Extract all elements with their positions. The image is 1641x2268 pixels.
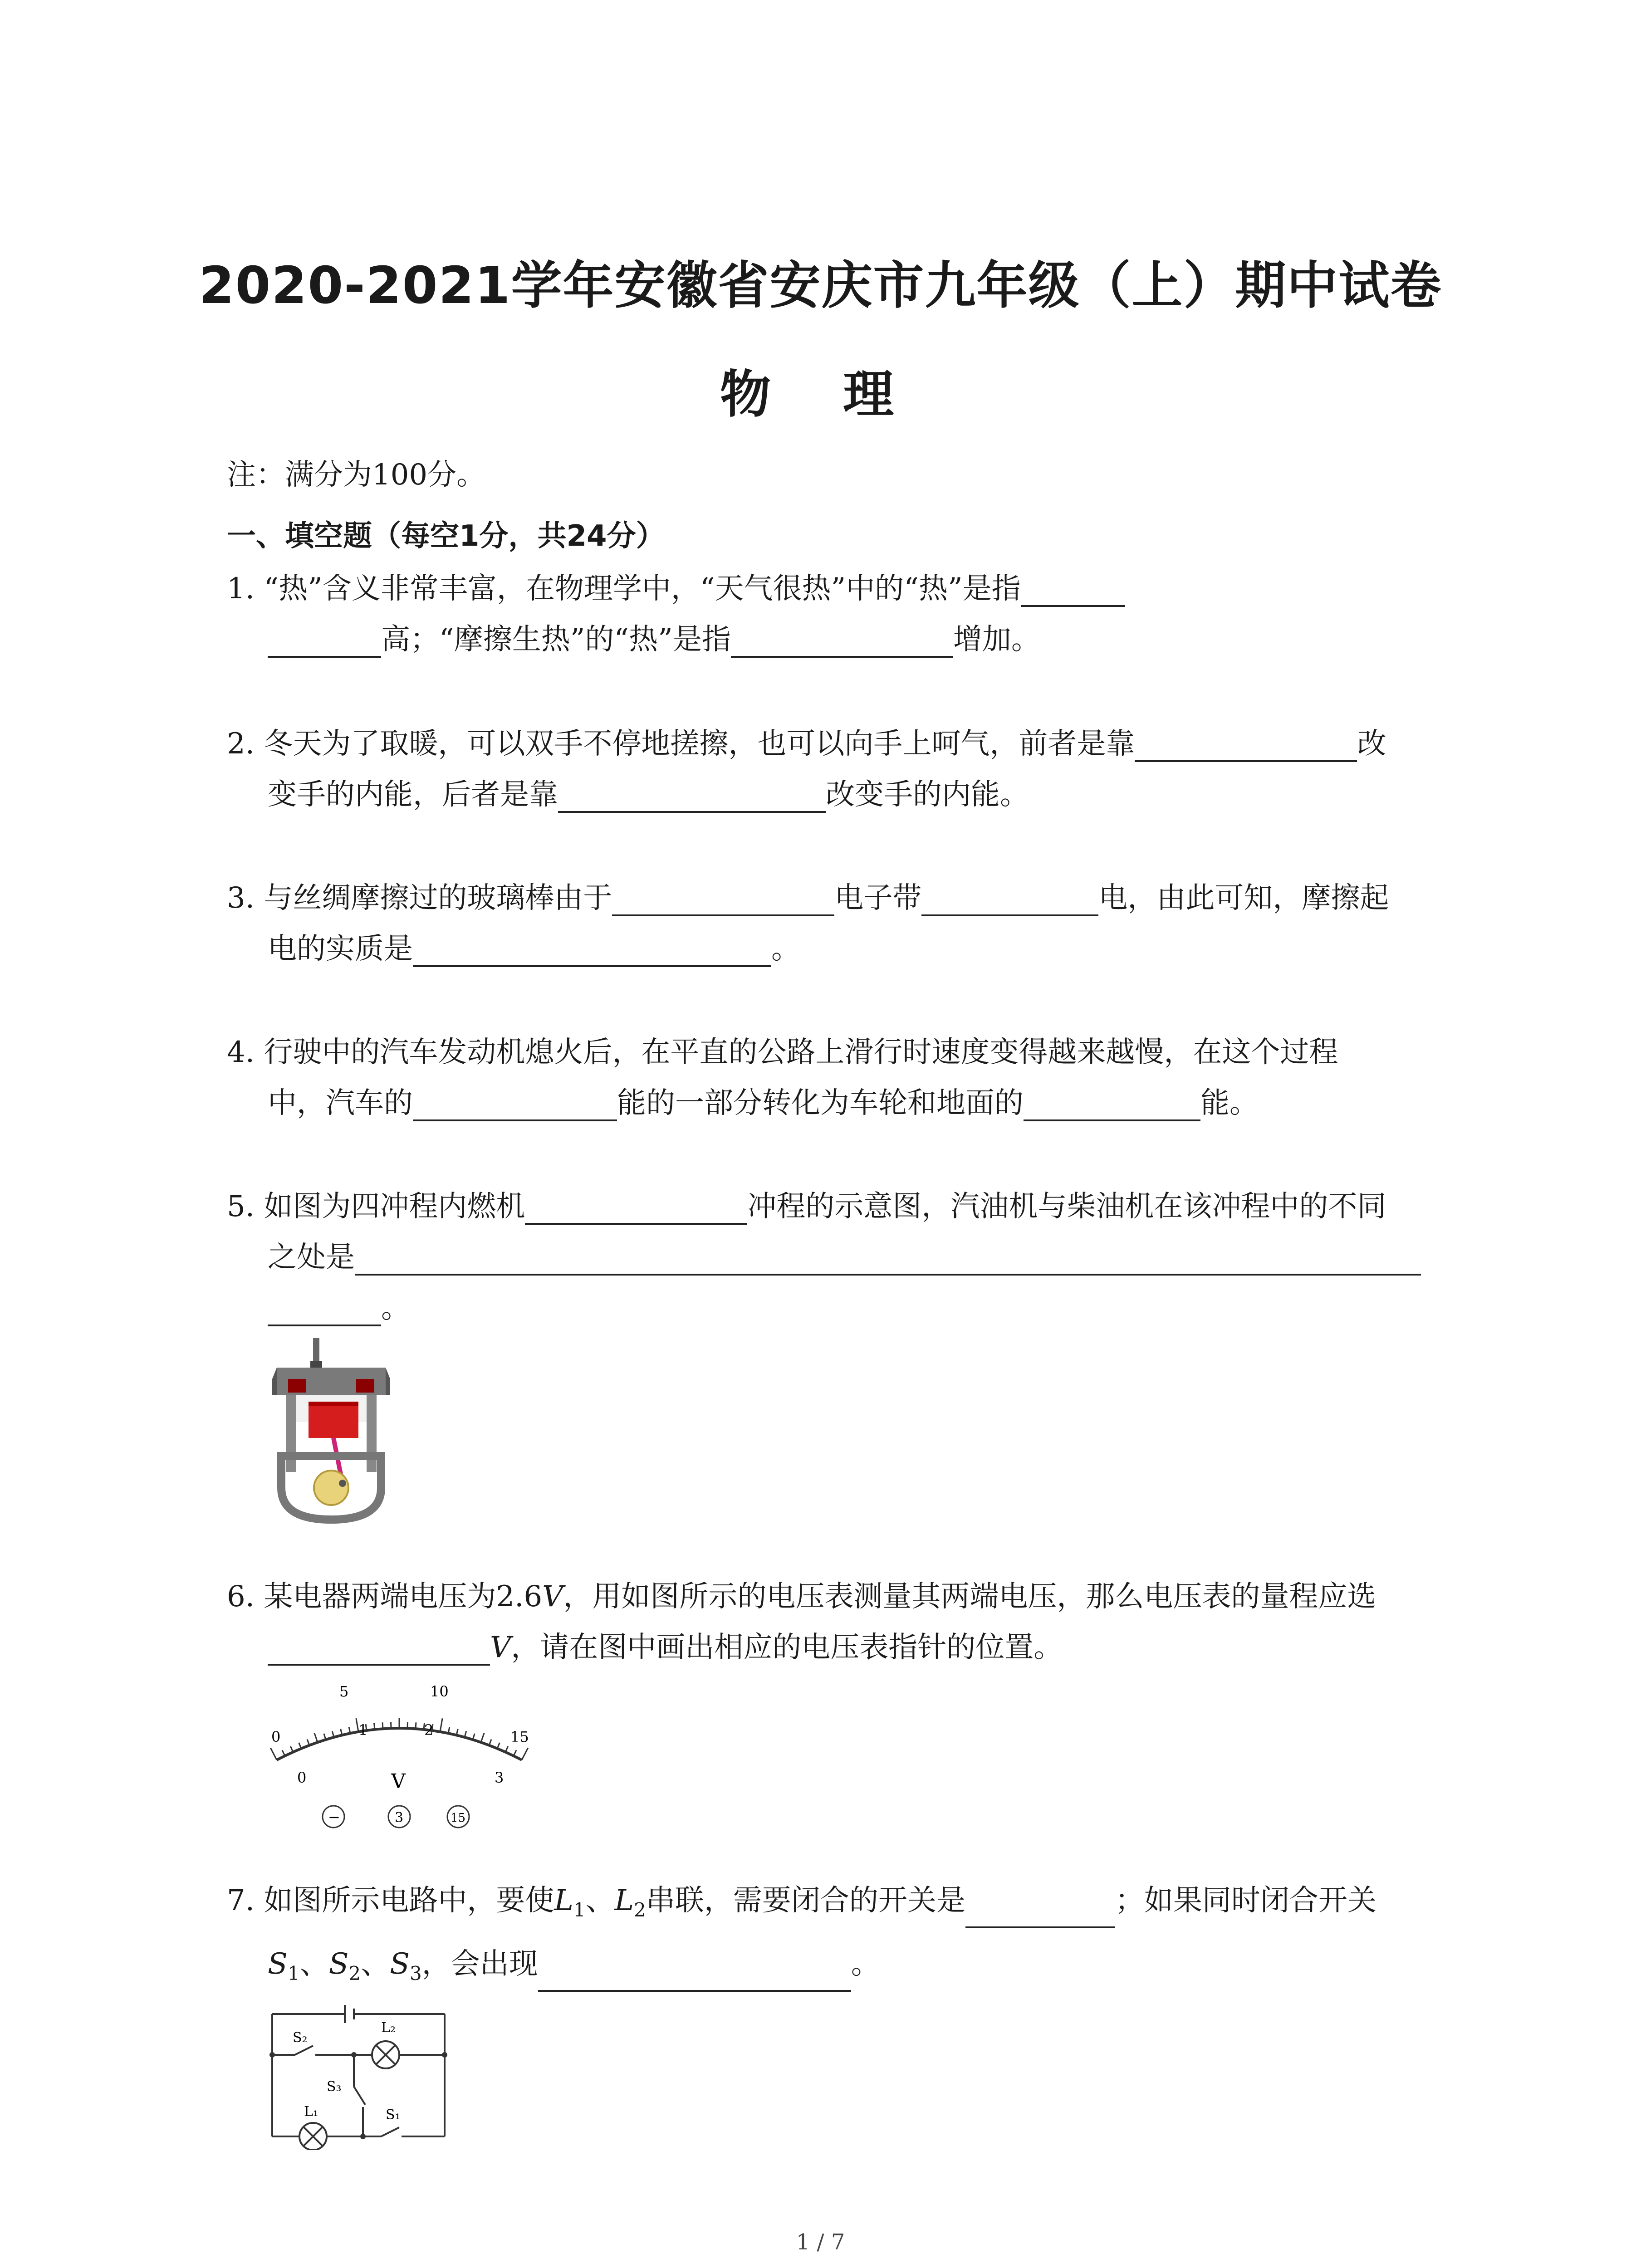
voltmeter-label: V [391, 1770, 406, 1793]
q7-s2-sub: 2 [348, 1962, 361, 1984]
intake-valve [288, 1379, 306, 1393]
voltmeter-arc [277, 1728, 522, 1760]
bottom-scale-0: 0 [297, 1769, 307, 1786]
q7-sep2: 、 [361, 1947, 390, 1981]
q1-text-c: 增加。 [953, 623, 1040, 656]
q7-sep: 、 [585, 1884, 615, 1917]
q7-s3: S [390, 1947, 410, 1981]
q4-text-b3: 能。 [1200, 1086, 1259, 1120]
q7-text-a2: 串联，需要闭合的开关是 [646, 1884, 965, 1917]
q6-range-unit: V [490, 1631, 511, 1664]
q3-text-a2: 电子带 [834, 881, 922, 915]
section-heading: 一、填空题（每空1分，共24分） [227, 519, 665, 553]
q2-text-a2: 改 [1357, 727, 1386, 761]
piston [309, 1402, 358, 1438]
q7-line1 [227, 1882, 1376, 1928]
exhaust-valve [356, 1379, 374, 1393]
q1-number: 1. [227, 572, 255, 606]
top-scale-0: 0 [271, 1728, 281, 1745]
voltmeter-tick [440, 1718, 442, 1732]
top-scale-15: 15 [510, 1728, 529, 1745]
switch-s2[interactable] [295, 2046, 313, 2055]
label-s3: S₃ [327, 2079, 342, 2095]
q7-l2-sub: 2 [634, 1898, 646, 1921]
q3-line1 [227, 880, 1389, 916]
q7-text-b2: ，会出现 [421, 1947, 538, 1981]
q6-text-a2: ，用如图所示的电压表测量其两端电压，那么电压表的量程应选 [563, 1580, 1376, 1613]
switch-s1[interactable] [381, 2127, 399, 2136]
bottom-scale-2: 2 [424, 1721, 434, 1739]
q7-number: 7. [227, 1884, 255, 1917]
q1-line1 [227, 571, 1125, 607]
q6-text-b: ，请在图中画出相应的电压表指针的位置。 [511, 1631, 1063, 1664]
q5-blank2-cont[interactable] [268, 1295, 381, 1326]
circuit-diagram [268, 2000, 458, 2150]
q3-text-a: 与丝绸摩擦过的玻璃棒由于 [264, 881, 612, 915]
q7-s1-sub: 1 [287, 1962, 300, 1984]
top-scale-10: 10 [430, 1683, 449, 1700]
q4-blank1[interactable] [413, 1090, 617, 1121]
top-scale-5: 5 [339, 1683, 349, 1700]
q4-line1 [227, 1034, 1338, 1070]
q7-s3-sub: 3 [410, 1962, 422, 1984]
q6-voltage-unit: V [542, 1580, 563, 1613]
q4-text-b: 中，汽车的 [268, 1086, 413, 1120]
q7-blank1[interactable] [965, 1897, 1115, 1928]
q3-number: 3. [227, 881, 255, 915]
voltmeter-tick [314, 1733, 318, 1742]
engine-diagram [263, 1334, 399, 1524]
bottom-scale-3: 3 [495, 1769, 504, 1786]
q2-text-a: 冬天为了取暖，可以双手不停地搓擦，也可以向手上呵气，前者是靠 [264, 727, 1135, 761]
q7-s2: S [328, 1947, 349, 1981]
q3-blank1[interactable] [612, 885, 834, 916]
score-note: 注：满分为100分。 [227, 458, 486, 492]
q5-text-b: 之处是 [268, 1241, 355, 1274]
q7-blank2[interactable] [538, 1960, 851, 1992]
q4-text-b2: 能的一部分转化为车轮和地面的 [617, 1086, 1024, 1120]
voltmeter-tick [522, 1748, 528, 1760]
q1-text-a: “热”含义非常丰富，在物理学中，“天气很热”中的“热”是指 [264, 572, 1021, 606]
q6-voltage-value: 2.6 [496, 1580, 543, 1613]
voltmeter-ticks [270, 1718, 528, 1760]
q4-number: 4. [227, 1036, 255, 1069]
q1-blank2[interactable] [731, 626, 953, 658]
q7-l1: L [554, 1884, 573, 1917]
q7-line2 [268, 1946, 880, 1992]
voltmeter-diagram [263, 1669, 544, 1833]
q5-blank2[interactable] [355, 1244, 1421, 1276]
q1-blank1-cont[interactable] [268, 626, 381, 658]
switch-s3[interactable] [354, 2087, 365, 2105]
q1-blank1[interactable] [1021, 575, 1125, 607]
subject-title: 物 理 [720, 365, 921, 424]
page-number: 1 / 7 [796, 2229, 845, 2255]
q5-line1 [227, 1188, 1386, 1225]
q7-sep1: 、 [299, 1947, 329, 1981]
voltmeter-tick [270, 1748, 277, 1760]
q7-text-a: 如图所示电路中，要使 [264, 1884, 554, 1917]
q2-text-c: 改变手的内能。 [826, 778, 1029, 811]
q5-line2 [268, 1239, 1421, 1276]
q1-text-b: 高；“摩擦生热”的“热”是指 [381, 623, 731, 656]
q7-text-c: 。 [851, 1947, 880, 1981]
q5-text-c: 。 [381, 1291, 410, 1325]
voltmeter-tick [514, 1750, 516, 1756]
q3-blank3[interactable] [413, 935, 771, 967]
terminal-3-label: 3 [395, 1810, 404, 1826]
q5-text-a2: 冲程的示意图，汽油机与柴油机在该冲程中的不同 [747, 1190, 1386, 1223]
q3-line2 [268, 931, 800, 967]
q4-line2 [268, 1085, 1259, 1121]
q7-l2: L [614, 1884, 634, 1917]
q2-blank1[interactable] [1135, 730, 1357, 762]
label-s2: S₂ [293, 2030, 308, 2046]
q5-number: 5. [227, 1190, 255, 1223]
crank-wheel [314, 1471, 348, 1505]
cylinder-wall-left [286, 1395, 296, 1472]
q5-line3 [268, 1290, 410, 1326]
cylinder-wall-right [367, 1395, 377, 1472]
q2-blank2[interactable] [558, 781, 826, 813]
q7-text-a3: ；如果同时闭合开关 [1115, 1884, 1376, 1917]
label-s1: S₁ [386, 2107, 401, 2123]
q7-l1-sub: 1 [573, 1898, 586, 1921]
q5-blank1[interactable] [525, 1193, 747, 1225]
q2-line1 [227, 726, 1386, 762]
q6-line1 [227, 1579, 1376, 1615]
q3-text-b: 电的实质是 [268, 932, 413, 966]
voltmeter-tick [481, 1733, 484, 1742]
q3-blank2[interactable] [921, 885, 1098, 916]
q6-line2 [268, 1629, 1063, 1666]
q4-blank2[interactable] [1024, 1090, 1200, 1121]
label-l1: L₁ [304, 2104, 318, 2120]
terminal-15-label: 15 [451, 1811, 466, 1825]
q7-s1: S [268, 1947, 288, 1981]
q3-text-a3: 电，由此可知，摩擦起 [1098, 881, 1389, 915]
q1-line2 [268, 621, 1040, 658]
bottom-scale-1: 1 [358, 1721, 368, 1739]
q6-blank1[interactable] [268, 1634, 490, 1666]
q2-line2 [268, 777, 1029, 813]
label-l2: L₂ [381, 2020, 396, 2036]
exam-title: 2020-2021学年安徽省安庆市九年级（上）期中试卷 [199, 256, 1442, 315]
q2-number: 2. [227, 727, 255, 761]
q2-text-b: 变手的内能，后者是靠 [268, 778, 558, 811]
terminal-negative-label: − [328, 1809, 340, 1826]
q3-text-c: 。 [771, 932, 800, 966]
q5-text-a: 如图为四冲程内燃机 [264, 1190, 525, 1223]
voltmeter-tick [282, 1750, 285, 1756]
q6-number: 6. [227, 1580, 255, 1613]
q6-text-a: 某电器两端电压为 [264, 1580, 496, 1613]
voltmeter-tick [382, 1722, 383, 1729]
voltmeter-tick [374, 1723, 375, 1730]
q4-text-a: 行驶中的汽车发动机熄火后，在平直的公路上滑行时速度变得越来越慢，在这个过程 [264, 1036, 1338, 1069]
